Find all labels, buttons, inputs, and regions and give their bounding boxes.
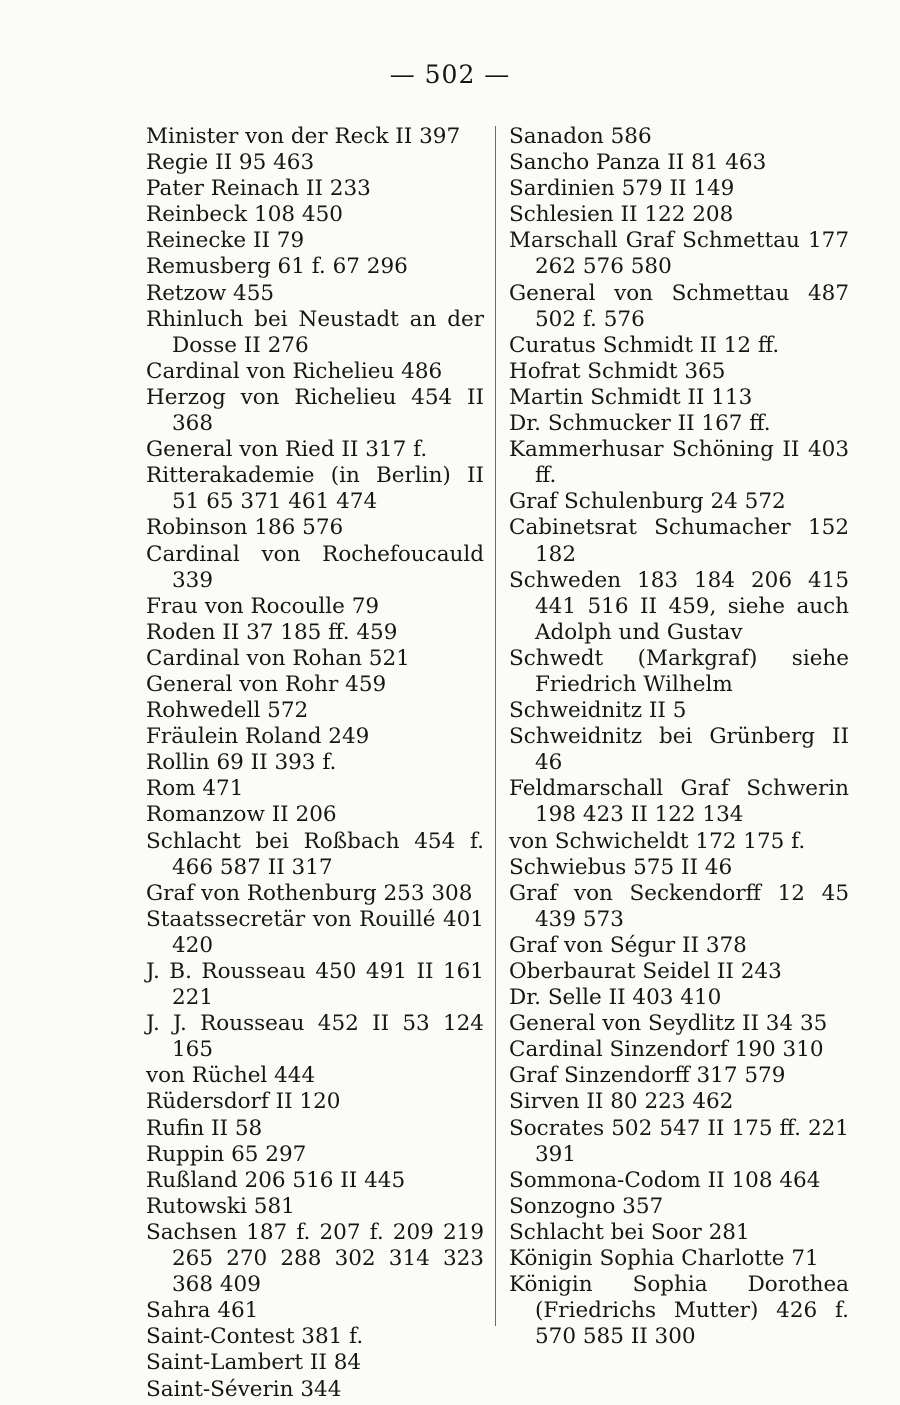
index-entry: General von Schmettau 487 502 f. 576 (509, 280, 849, 332)
index-entry: Schweden 183 184 206 415 441 516 II 459, siehe auch Adolph und Gustav (509, 567, 849, 645)
index-entry: Sachsen 187 f. 207 f. 209 219 265 270 288 302 314 323 368 409 (146, 1219, 484, 1298)
index-entry: Schlacht bei Soor 281 (509, 1219, 750, 1245)
index-entry: Sirven II 80 223 462 (509, 1089, 734, 1115)
index-entry: Cardinal Sinzendorf 190 310 (509, 1037, 824, 1063)
index-entry: Romanzow II 206 (146, 802, 337, 828)
index-entry: Rutowski 581 (146, 1193, 295, 1219)
index-entry: Pater Reinach II 233 (146, 176, 371, 202)
index-entry: Ritterakademie (in Berlin) II 51 65 371 461 474 (146, 463, 484, 515)
index-entry: von Schwicheldt 172 175 f. (509, 828, 806, 854)
index-entry: Cardinal von Rohan 521 (146, 645, 410, 671)
index-entry: J. J. Rousseau 452 II 53 124 165 (146, 1011, 484, 1063)
index-entry: Reinbeck 108 450 (146, 202, 343, 228)
index-entry: Rhinluch bei Neustadt an der Dosse II 276 (146, 306, 484, 358)
index-entry: Graf von Seckendorff 12 45 439 573 (509, 880, 849, 932)
index-entry: Saint-Contest 381 f. (146, 1324, 364, 1350)
index-entry: Martin Schmidt II 113 (509, 384, 753, 410)
index-entry: Cabinetsrat Schumacher 152 182 (509, 515, 849, 567)
index-entry: General von Rohr 459 (146, 671, 387, 697)
index-entry: Cardinal von Rochefoucauld 339 (146, 541, 484, 593)
index-entry: Fräulein Roland 249 (146, 724, 370, 750)
index-entry: von Rüchel 444 (146, 1063, 316, 1089)
index-entry: Saint-Lambert II 84 (146, 1350, 362, 1376)
index-entry: Sommona-Codom II 108 464 (509, 1167, 821, 1193)
index-entry: Ruppin 65 297 (146, 1141, 307, 1167)
index-entry: Feldmarschall Graf Schwerin 198 423 II 122 134 (509, 776, 849, 828)
index-entry: Dr. Selle II 403 410 (509, 985, 722, 1011)
index-entry: Rohwedell 572 (146, 698, 309, 724)
index-entry: Oberbaurat Seidel II 243 (509, 959, 782, 984)
index-column-left (146, 124, 484, 1403)
index-entry: Graf Sinzendorff 317 579 (509, 1063, 786, 1089)
index-entry: Staatssecretär von Rouillé 401 420 (146, 906, 484, 958)
index-entry: Schwiebus 575 II 46 (509, 854, 733, 880)
index-entry: Graf von Ségur II 378 (509, 932, 747, 958)
index-entry: Retzow 455 (146, 280, 275, 306)
index-entry: Marschall Graf Schmettau 177 262 576 580 (509, 228, 849, 280)
index-entry: Saint-Séverin 344 (146, 1376, 342, 1402)
index-entry: Schweidnitz II 5 (509, 698, 687, 724)
index-entry: Rufin II 58 (146, 1115, 263, 1141)
index-entry: Königin Sophia Dorothea (Friedrichs Mutter) 426 f. 570 585 II 300 (509, 1272, 849, 1350)
index-entry: Rollin 69 II 393 f. (146, 750, 337, 776)
column-divider (495, 126, 496, 1326)
index-entry: General von Seydlitz II 34 35 (509, 1011, 828, 1037)
index-entry: Rom 471 (146, 776, 244, 802)
index-entry: Schlacht bei Roßbach 454 f. 466 587 II 317 (146, 828, 484, 880)
index-entry: Kammerhusar Schöning II 403 ff. (509, 437, 849, 489)
index-entry: Curatus Schmidt II 12 ff. (509, 332, 780, 358)
index-entry: Frau von Rocoulle 79 (146, 593, 380, 619)
page-number: — 502 — (389, 60, 511, 89)
index-entry: Sahra 461 (146, 1298, 259, 1324)
index-column-right (509, 124, 849, 1350)
index-entry: Sanadon 586 (509, 124, 652, 149)
index-entry: Rüdersdorf II 120 (146, 1089, 341, 1115)
index-entry: Hofrat Schmidt 365 (509, 358, 726, 384)
index-entry: Graf von Rothenburg 253 308 (146, 880, 473, 906)
index-entry: Schwedt (Markgraf) siehe Friedrich Wilhelm (509, 645, 849, 697)
index-entry: Rußland 206 516 II 445 (146, 1167, 406, 1193)
index-entry: Herzog von Richelieu 454 II 368 (146, 384, 484, 437)
index-entry: Königin Sophia Charlotte 71 (509, 1246, 819, 1272)
index-entry: Graf Schulenburg 24 572 (509, 489, 786, 515)
index-entry: Schlesien II 122 208 (509, 202, 734, 228)
index-entry: Regie II 95 463 (146, 150, 315, 176)
index-entry: Sancho Panza II 81 463 (509, 150, 767, 176)
index-entry: Cardinal von Richelieu 486 (146, 358, 443, 384)
index-entry: Reinecke II 79 (146, 228, 305, 254)
index-entry: Sardinien 579 II 149 (509, 176, 735, 202)
index-entry: Socrates 502 547 II 175 ff. 221 391 (509, 1115, 849, 1167)
index-entry: Robinson 186 576 (146, 515, 344, 541)
index-entry: General von Ried II 317 f. (146, 437, 428, 463)
index-entry: Minister von der Reck II 397 (146, 124, 461, 149)
index-entry: Roden II 37 185 ff. 459 (146, 619, 398, 645)
index-entry: Sonzogno 357 (509, 1193, 664, 1219)
index-entry: Remusberg 61 f. 67 296 (146, 254, 408, 280)
index-entry: J. B. Rousseau 450 491 II 161 221 (146, 959, 484, 1011)
index-entry: Schweidnitz bei Grünberg II 46 (509, 724, 849, 776)
index-entry: Dr. Schmucker II 167 ff. (509, 411, 771, 437)
